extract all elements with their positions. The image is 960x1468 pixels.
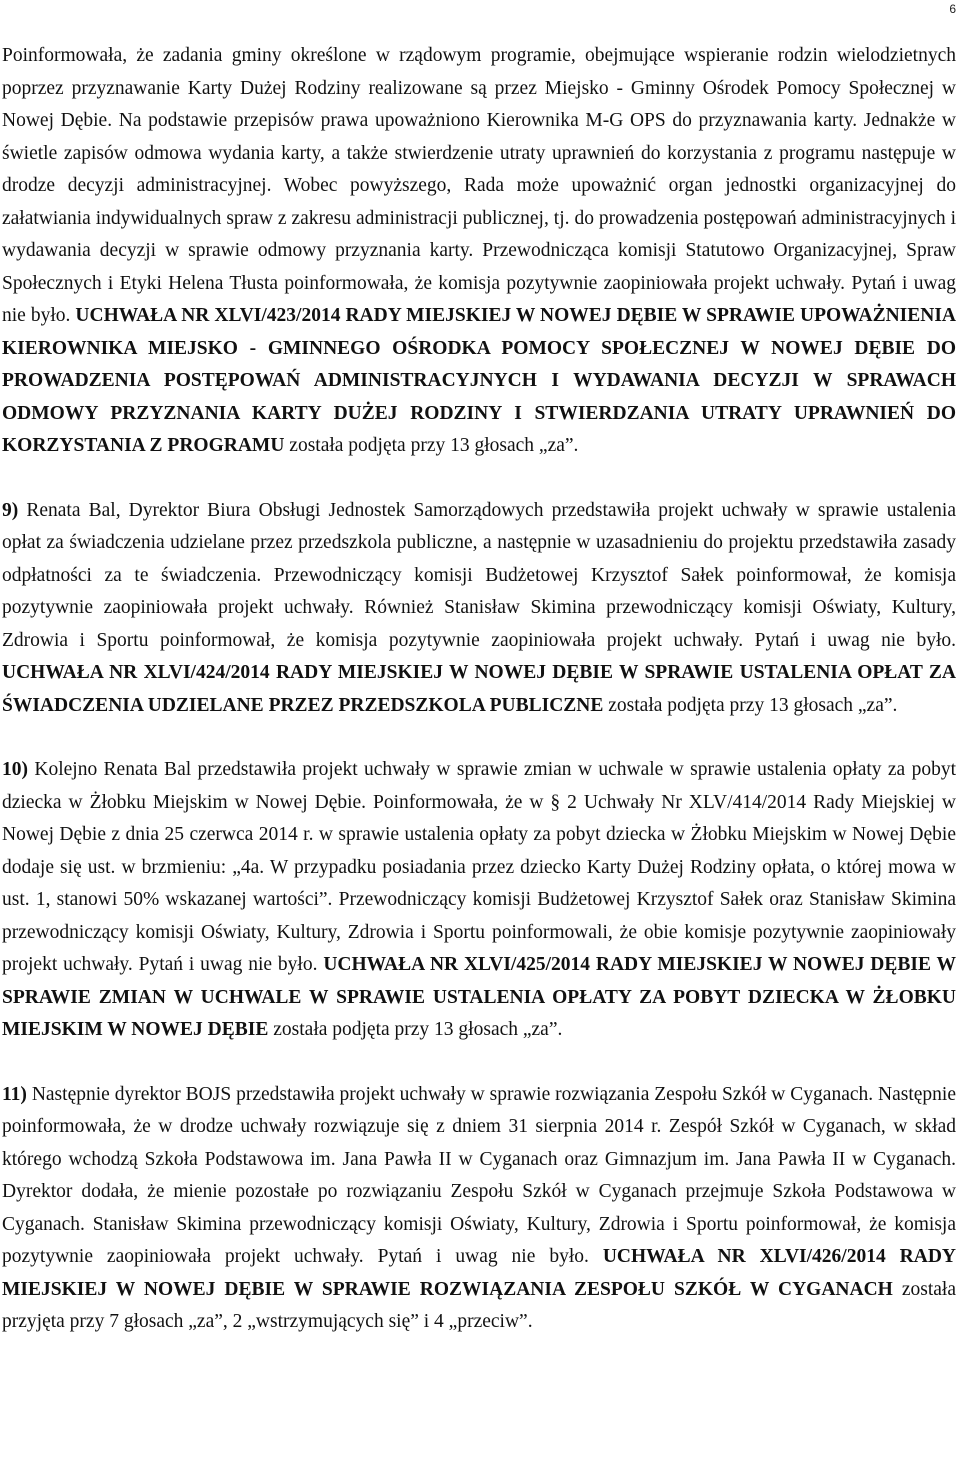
item-number: 9): [2, 499, 19, 521]
paragraph-text: Następnie dyrektor BOJS przedstawiła projekt uchwały w sprawie rozwiązania Zespołu Szkół w Cyganach. Następnie poinformowała, że w drodze uchwały rozwiązuje się z dniem 31 sierpnia 2014 r. Zespół Szkół w Cyganach, w skład którego wchodzą Szkoła Podstawowa im. Jana Pawła II w Cyganach oraz Gimnazjum im. Jana Pawła II w Cyganach. Dyrektor dodała, że mienie pozostałe po rozwiązaniu Zespołu Szkół w Cyganach przejmuje Szkoła Podstawowa w Cyganach. Stanisław Skimina przewodniczący komisji Oświaty, Kultury, Zdrowia i Sportu poinformował, że komisja pozytywnie zaopiniowała projekt uchwały. Pytań i uwag nie było.: [2, 1083, 956, 1267]
paragraph-text: została podjęta przy 13 głosach „za”.: [268, 1019, 563, 1040]
paragraph-text: została przyjęta przy 7 głosach „za”, 2 „wstrzymujących się” i 4 „przeciw”.: [2, 1278, 956, 1332]
resolution-title: UCHWAŁA NR XLVI/426/2014 RADY MIEJSKIEJ W NOWEJ DĘBIE W SPRAWIE ROZWIĄZANIA ZESPOŁU SZKÓŁ W CYGANACH: [2, 1246, 956, 1300]
paragraph-text: Renata Bal, Dyrektor Biura Obsługi Jednostek Samorządowych przedstawiła projekt uchwały w sprawie ustalenia opłat za świadczenia udzielane przez przedszkola publiczne, a następnie w uzasadnieniu do projektu przedstawiła zasady odpłatności za te świadczenia. Przewodniczący komisji Budżetowej Krzysztof Sałek poinformował, że komisja pozytywnie zaopiniowała projekt uchwały. Również Stanisław Skimina przewodniczący komisji Oświaty, Kultury, Zdrowia i Sportu poinformował, że komisja pozytywnie zaopiniowała projekt uchwały. Pytań i uwag nie było.: [2, 499, 956, 651]
paragraph-text: została podjęta przy 13 głosach „za”.: [284, 435, 579, 456]
resolution-title: UCHWAŁA NR XLVI/424/2014 RADY MIEJSKIEJ W NOWEJ DĘBIE W SPRAWIE USTALENIA OPŁAT ZA ŚWIADCZENIA UDZIELANE PRZEZ PRZEDSZKOLA PUBLICZNE: [2, 662, 956, 716]
paragraph-text: Kolejno Renata Bal przedstawiła projekt uchwały w sprawie zmian w uchwale w sprawie ustalenia opłaty za pobyt dziecka w Żłobku Miejskim w Nowej Dębie. Poinformowała, że w § 2 Uchwały Nr XLV/414/2014 Rady Miejskiej w Nowej Dębie z dnia 25 czerwca 2014 r. w sprawie ustalenia opłaty za pobyt dziecka w Żłobku Miejskim w Nowej Dębie dodaje się ust. w brzmieniu: „4a. W przypadku posiadania przez dziecko Karty Dużej Rodziny opłata, o której mowa w ust. 1, stanowi 50% wskazanej wartości”. Przewodniczący komisji Budżetowej Krzysztof Sałek oraz Stanisław Skimina przewodniczący komisji Oświaty, Kultury, Zdrowia i Sportu poinformowali, że obie komisje pozytywnie zaopiniowały projekt uchwały. Pytań i uwag nie było.: [2, 759, 956, 975]
paragraph-kdr-authorization: [2, 40, 956, 463]
paragraph-item-11: [2, 1079, 956, 1339]
resolution-title: UCHWAŁA NR XLVI/425/2014 RADY MIEJSKIEJ W NOWEJ DĘBIE W SPRAWIE ZMIAN W UCHWALE W SPRAWIE USTALENIA OPŁATY ZA POBYT DZIECKA W ŻŁOBKU MIEJSKIM W NOWEJ DĘBIE: [2, 954, 956, 1040]
item-number: 10): [2, 759, 28, 780]
item-number: 11): [2, 1083, 27, 1105]
paragraph-item-9: [2, 495, 956, 723]
resolution-title: UCHWAŁA NR XLVI/423/2014 RADY MIEJSKIEJ W NOWEJ DĘBIE W SPRAWIE UPOWAŻNIENIA KIEROWNIKA MIEJSKO - GMINNEGO OŚRODKA POMOCY SPOŁECZNEJ W NOWEJ DĘBIE DO PROWADZENIA POSTĘPOWAŃ ADMINISTRACYJNYCH I WYDAWANIA DECYZJI W SPRAWACH ODMOWY PRZYZNANIA KARTY DUŻEJ RODZINY I STWIERDZANIA UTRATY UPRAWNIEŃ DO KORZYSTANIA Z PROGRAMU: [2, 305, 957, 456]
paragraph-text: została podjęta przy 13 głosach „za”.: [603, 694, 898, 716]
paragraph-item-10: [2, 754, 956, 1047]
paragraph-text: Poinformowała, że zadania gminy określone w rządowym programie, obejmujące wspieranie rodzin wielodzietnych poprzez przyznawanie Karty Dużej Rodziny realizowane są przez Miejsko - Gminny Ośrodek Pomocy Społecznej w Nowej Dębie. Na podstawie przepisów prawa upoważniono Kierownika M-G OPS do przyznawania karty. Jednakże w świetle zapisów odmowa wydania karty, a także stwierdzenie utraty uprawnień do korzystania z programu następuje w drodze decyzji administracyjnej. Wobec powyższego, Rada może upoważnić organ jednostki organizacyjnej do załatwiania indywidualnych spraw z zakresu administracji publicznej, tj. do prowadzenia postępowań administracyjnych i wydawania decyzji w sprawie odmowy przyznania karty. Przewodnicząca komisji Statutowo Organizacyjnej, Spraw Społecznych i Etyki Helena Tłusta poinformowała, że komisja pozytywnie zaopiniowała projekt uchwały. Pytań i uwag nie było.: [2, 45, 956, 326]
page-number: 6: [949, 2, 956, 16]
